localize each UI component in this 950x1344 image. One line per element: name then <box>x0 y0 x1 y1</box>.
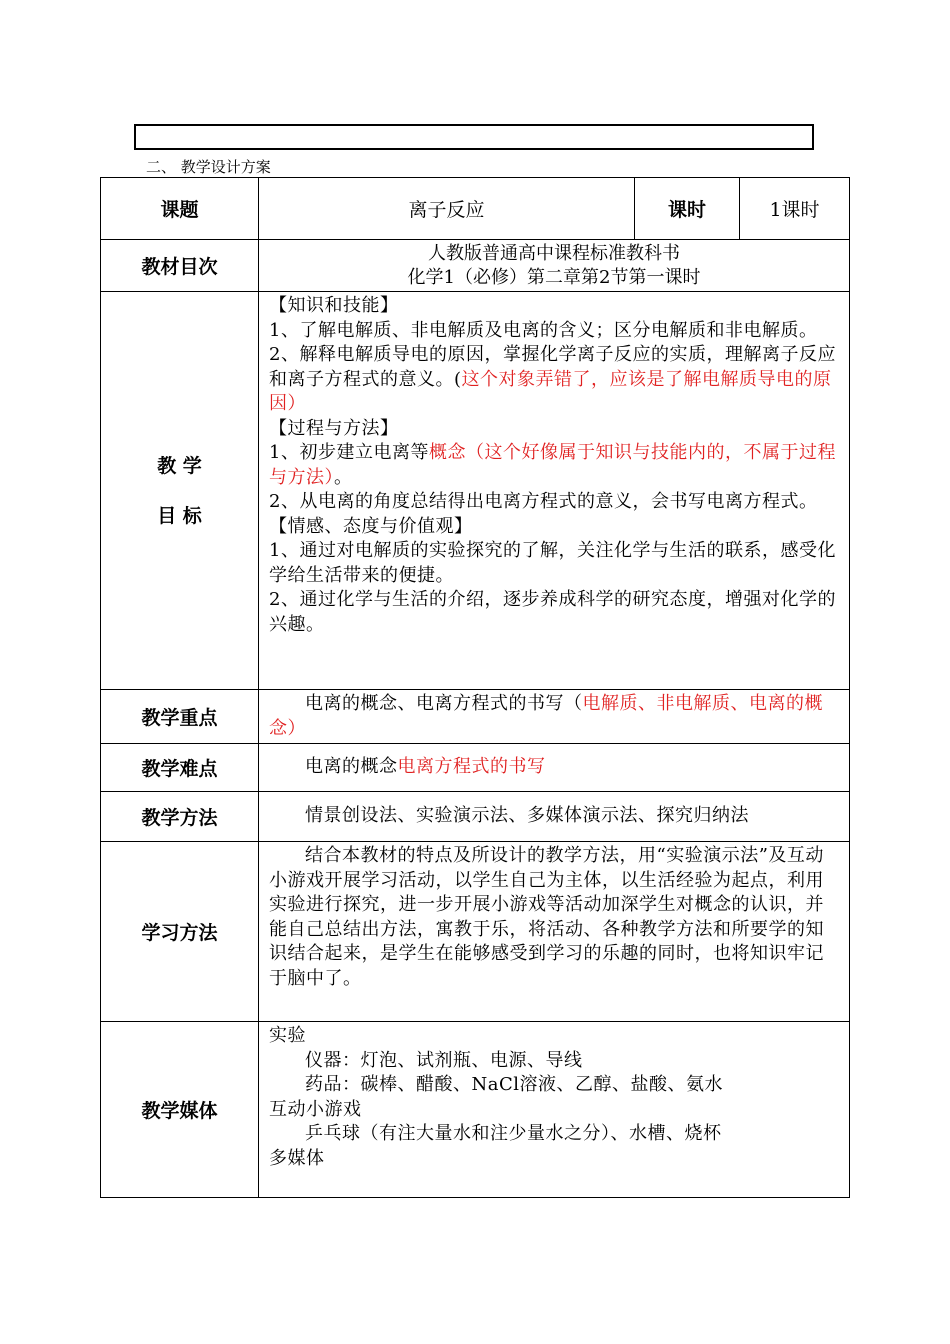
row-topic <box>101 178 850 240</box>
textbook-line-2: 化学1（必修）第二章第2节第一课时 <box>407 266 701 288</box>
difficulties-comment: 电离方程式的书写 <box>397 756 546 778</box>
row-difficulties <box>101 744 850 792</box>
row-media <box>101 1022 850 1198</box>
goals-knowledge-2-text: 2、解释电解质导电的原因，掌握化学离子反应的实质，理解离子反应和离子方程式的意义。( <box>269 344 836 390</box>
goals-emotion-2: 2、通过化学与生活的介绍，逐步养成科学的研究态度，增强对化学的兴趣。 <box>269 589 836 635</box>
goals-knowledge-1: 1、了解电解质、非电解质及电离的含义；区分电解质和非电解质。 <box>269 319 818 341</box>
learning-value: 结合本教材的特点及所设计的教学方法，用“实验演示法”及互动小游戏开展学习活动，以学生自己为主体，以生活经验为起点，利用实验进行探究，进一步开展小游戏等活动加深学生对概念的认识，并能自己总结出方法，寓教于乐，将活动、各种教学方法和所要学的知识结合起来，是学生在能够感受到学习的乐趣的同时，也将知识牢记于脑中了。 <box>259 842 850 1022</box>
hours-value: 1课时 <box>740 178 850 240</box>
label-learning: 学习方法 <box>101 842 259 1022</box>
goals-emotion-1: 1、通过对电解质的实验探究的了解，关注化学与生活的联系，感受化学给生活带来的便捷。 <box>269 540 836 586</box>
media-line-1: 实验 <box>269 1025 306 1046</box>
row-goals <box>101 292 850 690</box>
goals-process-heading: 【过程与方法】 <box>269 417 399 439</box>
label-hours: 课时 <box>635 178 740 240</box>
methods-value: 情景创设法、实验演示法、多媒体演示法、探究归纳法 <box>259 792 850 842</box>
key-points-text: 电离的概念、电离方程式的书写（ <box>305 693 583 714</box>
label-media: 教学媒体 <box>101 1022 259 1198</box>
row-textbook <box>101 240 850 292</box>
row-learning <box>101 842 850 1022</box>
label-topic: 课题 <box>101 178 259 240</box>
difficulties-value <box>259 744 850 792</box>
row-key-points <box>101 690 850 744</box>
label-difficulties: 教学难点 <box>101 744 259 792</box>
goals-label-line-1: 教 学 <box>157 454 202 477</box>
goals-knowledge-heading: 【知识和技能】 <box>269 295 399 316</box>
media-line-5: 乒乓球（有注大量水和注少量水之分）、水槽、烧杯 <box>305 1123 722 1144</box>
topic-value: 离子反应 <box>259 178 635 240</box>
media-line-6: 多媒体 <box>269 1147 325 1169</box>
row-methods <box>101 792 850 842</box>
difficulties-text: 电离的概念 <box>305 756 398 778</box>
goals-process-1 <box>269 441 841 490</box>
key-points-comment: 电解质、非电解质、电离的概念） <box>269 693 823 739</box>
key-points-value <box>259 690 850 744</box>
header-box <box>134 124 814 150</box>
label-methods: 教学方法 <box>101 792 259 842</box>
media-line-4: 互动小游戏 <box>269 1098 362 1120</box>
label-textbook: 教材目次 <box>101 240 259 292</box>
goals-knowledge-2-comment: 这个对象弄错了，应该是了解电解质导电的原因） <box>269 368 832 414</box>
section-title: 二、 教学设计方案 <box>146 158 271 176</box>
media-line-3: 药品：碳棒、醋酸、NaCl溶液、乙醇、盐酸、氨水 <box>305 1074 724 1095</box>
goals-knowledge-2 <box>269 343 841 417</box>
media-line-2: 仪器：灯泡、试剂瓶、电源、导线 <box>305 1049 583 1071</box>
goals-emotion-heading: 【情感、态度与价值观】 <box>269 515 473 537</box>
goals-label-line-2: 目 标 <box>157 504 202 527</box>
goals-process-1-comment: 概念（这个好像属于知识与技能内的，不属于过程与方法） <box>269 442 836 488</box>
label-key-points: 教学重点 <box>101 690 259 744</box>
goals-process-2: 2、从电离的角度总结得出电离方程式的意义，会书写电离方程式。 <box>269 491 818 512</box>
goals-process-1-end: 。 <box>334 466 353 488</box>
goals-process-1-text: 1、初步建立电离等 <box>269 442 429 463</box>
lesson-plan-table <box>100 177 850 1198</box>
textbook-line-1: 人教版普通高中课程标准教科书 <box>428 242 680 264</box>
